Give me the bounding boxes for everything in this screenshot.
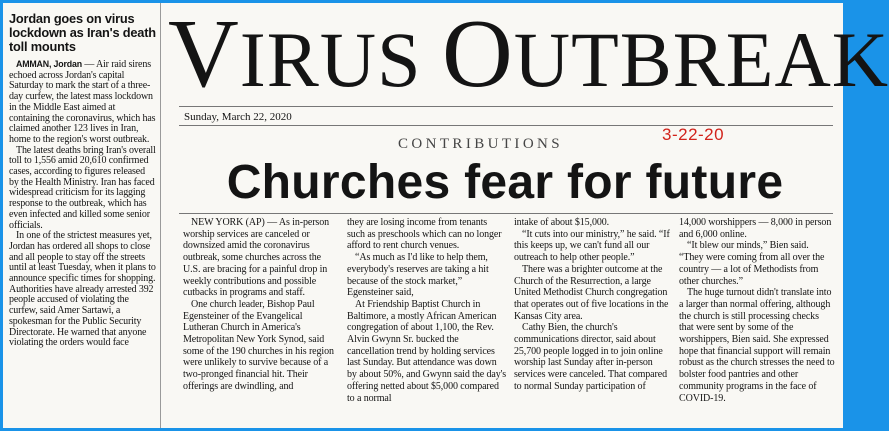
- article-paragraph: “It cuts into our ministry,” he said. “If this keeps up, we can't fund all our outreach to help other people.”: [514, 228, 670, 264]
- article-paragraph: “As much as I'd like to help them, everybody's reserves are taking a hit because of the stock market,” Egensteiner said,: [347, 252, 489, 299]
- sidebar-dash: —: [81, 59, 96, 70]
- headline-divider: [179, 213, 833, 214]
- sidebar-story: [3, 3, 161, 428]
- article-column-1: [183, 217, 339, 428]
- sidebar-paragraph-2: The latest deaths bring Iran's overall toll to 1,556 amid 20,610 confirmed cases, according to figures released by the Health Ministry. Iran has faced widespread criticism for its lagging response to the outbreak, which has even infected and killed some senior officials.: [9, 144, 156, 231]
- article-paragraph: they are losing income from tenants such as preschools which can no longer afford to rent church venues.: [347, 217, 502, 252]
- article-paragraph: NEW YORK (AP) — As in-person worship services are canceled or downsized amid the coronavirus outbreak, some churches across the U.S. are bracing for a painful drop in weekly contributions and possible cutbacks in programs and staff.: [183, 217, 330, 299]
- masthead-utbreak: UTBREAK: [513, 16, 889, 103]
- article-paragraph: “It blew our minds,” Bien said. “They were coming from all over the country — a lot of Methodists from other churches.”: [679, 240, 825, 287]
- article-column-2: [347, 217, 507, 428]
- masthead-irus: IRUS: [239, 16, 422, 103]
- article-column-3: [514, 217, 672, 428]
- sidebar-paragraph-3: In one of the strictest measures yet, Jordan has ordered all shops to close and all people to stay off the streets until at least Tuesday, when it plans to announce specific times for shopping. Authorities have already arrested 392 people accused of violating the curfew, said Amer Sartawi, a spokesman for the Public Security Directorate. He warned that anyone violating the orders would face: [9, 230, 156, 349]
- article-paragraph: At Friendship Baptist Church in Baltimore, a mostly African American congregation of about 1,100, the Rev. Alvin Gwynn Sr. bucked the cancellation trend by holding services last Sunday. But attendance was down by about 50%, and Gwynn said the day's offering netted about $5,000 compared to a normal: [347, 298, 507, 404]
- masthead-initial-v: V: [168, 0, 240, 108]
- sidebar-paragraph-1: [9, 59, 156, 146]
- article-paragraph: intake of about $15,000.: [514, 217, 610, 228]
- masthead: [168, 0, 889, 108]
- section-kicker: CONTRIBUTIONS: [398, 136, 564, 152]
- article-paragraph: There was a brighter outcome at the Church of the Resurrection, a large United Methodist Church congregation that operates out of five locations in the Kansas City area.: [514, 263, 669, 322]
- sidebar-dateline: AMMAN, Jordan: [16, 59, 82, 69]
- newspaper-clipping: [3, 0, 889, 428]
- article-paragraph: The huge turnout didn't translate into a larger than normal offering, although the church is still processing checks that were sent by some of the worshippers, Bien said. She expressed hope that financial support will remain robust as the church stresses the need to bolster food pantries and other community programs in the face of COVID-19.: [679, 287, 835, 404]
- article-paragraph: Cathy Bien, the church's communications director, said about 25,700 people logged in to join online worship last Sunday after in-person services were canceled. That compared to normal Sunday participation of: [514, 322, 667, 392]
- article-paragraph: 14,000 worshippers — 8,000 in person and 6,000 online.: [679, 217, 832, 240]
- article-column-4: [679, 217, 835, 428]
- sidebar-paragraph-1-text: Air raid sirens echoed across Jordan's capital Saturday to mark the start of a three-day curfew, the latest mass lockdown in the Middle East aimed at containing the coronavirus, which has claimed another 123 lives in Iran, home to the region's worst outbreak.: [9, 59, 156, 145]
- sidebar-headline: Jordan goes on virus lockdown as Iran's death toll mounts: [9, 11, 156, 54]
- handwritten-date-annotation: 3-22-20: [662, 125, 725, 144]
- publication-date: Sunday, March 22, 2020: [179, 106, 833, 126]
- masthead-initial-o: O: [442, 0, 514, 108]
- main-headline: Churches fear for future: [226, 156, 784, 209]
- article-paragraph: One church leader, Bishop Paul Egensteiner of the Evangelical Lutheran Church in America's Metropolitan New York Synod, said some of the 190 churches in his region were unlikely to survive because of a two-pronged financial hit. Their offerings are dwindling, and: [183, 298, 334, 392]
